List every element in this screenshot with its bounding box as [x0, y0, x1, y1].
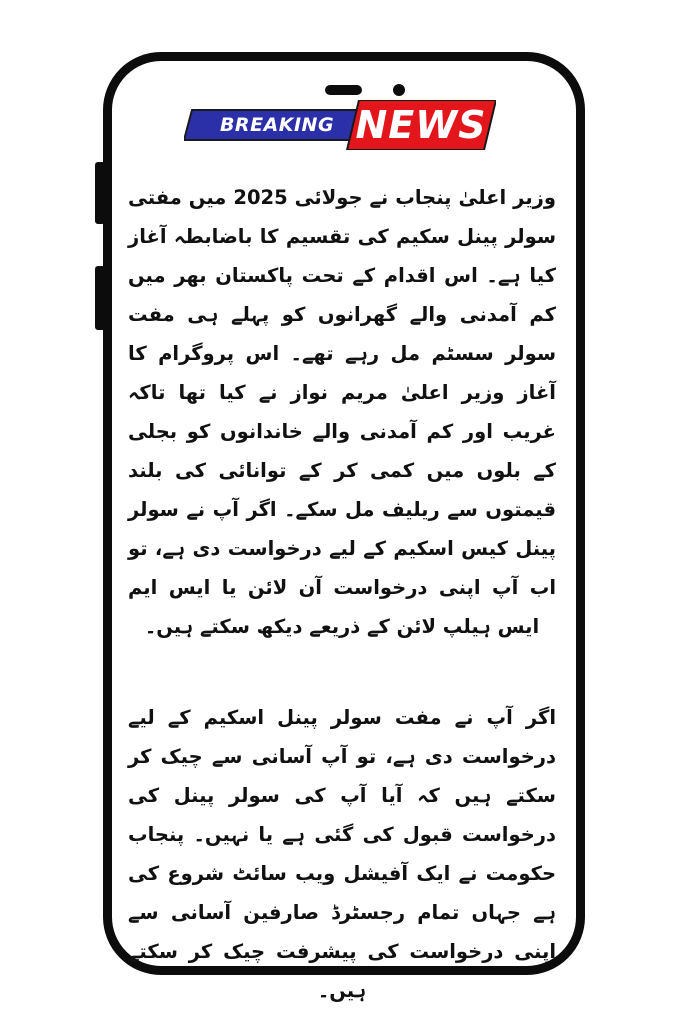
article-paragraph-1: وزیر اعلیٰ پنجاب نے جولائی 2025 میں مفتی سولر پینل سکیم کی تقسیم کا باضابطہ آغاز کیا ہے۔ اس اقدام کے تحت پاکستان بھر میں کم آمدنی والے گھرانوں کو پہلے ہی مفت سولر سسٹم مل رہے تھے۔ اس پروگرام کا آغاز وزیر اعلیٰ مریم نواز نے کیا تھا تاکہ غریب اور کم آمدنی والے خاندانوں کو بجلی کے بلوں میں کمی کر کے توانائی کی بلند قیمتوں سے ریلیف مل سکے۔ اگر آپ نے سولر پینل کیس اسکیم کے لیے درخواست دی ہے، تو اب آپ اپنی درخواست آن لائن یا ایس ایم ایس ہیلپ لائن کے ذریعے دیکھ سکتے ہیں۔: [128, 186, 556, 638]
breaking-label: BREAKING: [219, 114, 335, 136]
front-camera: [393, 84, 405, 96]
article-paragraph-2: اگر آپ نے مفت سولر پینل اسکیم کے لیے درخواست دی ہے، تو آپ آسانی سے چیک کر سکتے ہیں کہ آیا آپ کی سولر پینل کی درخواست قبول کی گئی ہے یا نہیں۔ پنجاب حکومت نے ایک آفیشل ویب سائٹ شروع کی ہے جہاں تمام رجسٹرڈ صارفین آسانی سے اپنی درخواست کی پیشرفت چیک کر سکتے ہیں۔: [128, 706, 556, 1002]
news-label: NEWS: [355, 103, 487, 147]
speaker-slot: [325, 85, 362, 95]
breaking-news-badge: [184, 100, 496, 150]
article-body: [128, 178, 556, 1010]
